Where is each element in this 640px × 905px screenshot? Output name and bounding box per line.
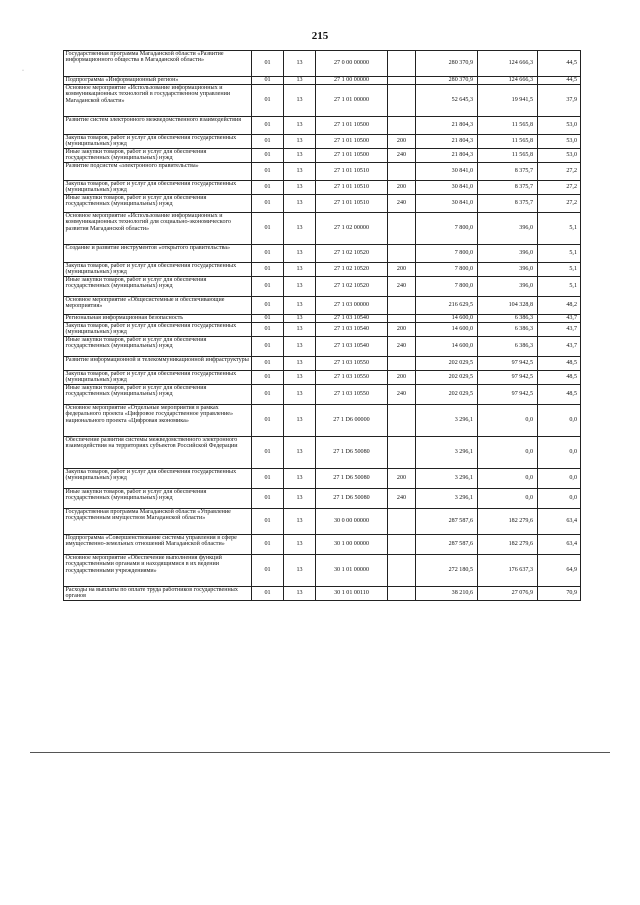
cell-expense-type: 200: [388, 181, 416, 195]
cell-name: Иные закупки товаров, работ и услуг для обеспечения государственных (муниципальных) нужд: [64, 195, 252, 213]
cell-section: 01: [252, 245, 284, 263]
cell-percent: 37,9: [538, 85, 581, 117]
cell-expense-type: [388, 85, 416, 117]
cell-percent: 64,9: [538, 555, 581, 587]
cell-section: 01: [252, 509, 284, 535]
cell-percent: 44,5: [538, 51, 581, 77]
cell-section: 01: [252, 385, 284, 405]
cell-name: Иные закупки товаров, работ и услуг для обеспечения государственных (муниципальных) нужд: [64, 277, 252, 297]
table-row: [64, 385, 581, 405]
cell-section: 01: [252, 555, 284, 587]
table-row: [64, 535, 581, 555]
cell-name: Закупка товаров, работ и услуг для обеспечения государственных (муниципальных) нужд: [64, 181, 252, 195]
cell-executed: 6 386,3: [478, 315, 538, 323]
cell-subsection: 13: [284, 587, 316, 601]
cell-expense-type: [388, 163, 416, 181]
cell-planned: 287 587,6: [416, 509, 478, 535]
cell-target-article: 30 1 01 00110: [316, 587, 388, 601]
cell-percent: 53,0: [538, 117, 581, 135]
cell-expense-type: [388, 51, 416, 77]
cell-planned: 21 804,3: [416, 149, 478, 163]
cell-name: Основное мероприятие «Обеспечение выполнения функций государственными органами и находящимися в их ведении государственными учреждениями»: [64, 555, 252, 587]
cell-expense-type: 240: [388, 149, 416, 163]
cell-expense-type: [388, 509, 416, 535]
cell-planned: 3 296,1: [416, 405, 478, 437]
table-row: [64, 315, 581, 323]
cell-planned: 280 370,9: [416, 77, 478, 85]
cell-section: 01: [252, 135, 284, 149]
cell-subsection: 13: [284, 195, 316, 213]
cell-percent: 43,7: [538, 337, 581, 357]
cell-name: Основное мероприятие «Отдельные мероприятия в рамках федерального проекта «Цифровое государственное управление» национального проекта «Цифровая экономика»: [64, 405, 252, 437]
cell-expense-type: [388, 437, 416, 469]
cell-name: Государственная программа Магаданской области «Развитие информационного общества в Магаданской области»: [64, 51, 252, 77]
cell-expense-type: [388, 77, 416, 85]
cell-expense-type: [388, 405, 416, 437]
cell-section: 01: [252, 535, 284, 555]
cell-executed: 182 279,6: [478, 509, 538, 535]
cell-expense-type: 200: [388, 323, 416, 337]
cell-planned: 272 180,5: [416, 555, 478, 587]
cell-planned: 30 841,0: [416, 195, 478, 213]
cell-executed: 176 637,3: [478, 555, 538, 587]
cell-section: 01: [252, 263, 284, 277]
cell-name: Иные закупки товаров, работ и услуг для обеспечения государственных (муниципальных) нужд: [64, 385, 252, 405]
cell-name: Иные закупки товаров, работ и услуг для обеспечения государственных (муниципальных) нужд: [64, 337, 252, 357]
table-row: [64, 135, 581, 149]
cell-section: 01: [252, 181, 284, 195]
cell-percent: 27,2: [538, 181, 581, 195]
cell-target-article: 27 1 03 00000: [316, 297, 388, 315]
cell-target-article: 27 1 03 10550: [316, 385, 388, 405]
cell-executed: 124 666,3: [478, 77, 538, 85]
cell-percent: 48,2: [538, 297, 581, 315]
cell-name: Закупка товаров, работ и услуг для обеспечения государственных (муниципальных) нужд: [64, 323, 252, 337]
cell-expense-type: 240: [388, 489, 416, 509]
cell-percent: 0,0: [538, 437, 581, 469]
table-row: [64, 245, 581, 263]
cell-subsection: 13: [284, 489, 316, 509]
cell-executed: 8 375,7: [478, 163, 538, 181]
cell-executed: 11 565,8: [478, 135, 538, 149]
cell-section: 01: [252, 149, 284, 163]
cell-name: Развитие информационной и телекоммуникационной инфраструктуры: [64, 357, 252, 371]
cell-executed: 8 375,7: [478, 195, 538, 213]
cell-percent: 5,1: [538, 213, 581, 245]
cell-subsection: 13: [284, 77, 316, 85]
cell-subsection: 13: [284, 469, 316, 489]
cell-expense-type: [388, 297, 416, 315]
cell-name: Закупка товаров, работ и услуг для обеспечения государственных (муниципальных) нужд: [64, 135, 252, 149]
cell-section: 01: [252, 371, 284, 385]
cell-percent: 70,9: [538, 587, 581, 601]
cell-percent: 63,4: [538, 535, 581, 555]
cell-section: 01: [252, 195, 284, 213]
cell-percent: 48,5: [538, 371, 581, 385]
cell-planned: 3 296,1: [416, 437, 478, 469]
cell-expense-type: [388, 117, 416, 135]
cell-expense-type: [388, 315, 416, 323]
cell-subsection: 13: [284, 163, 316, 181]
cell-name: Иные закупки товаров, работ и услуг для обеспечения государственных (муниципальных) нужд: [64, 489, 252, 509]
cell-executed: 8 375,7: [478, 181, 538, 195]
cell-target-article: 27 1 D6 50080: [316, 489, 388, 509]
cell-target-article: 27 1 02 10520: [316, 277, 388, 297]
cell-expense-type: [388, 555, 416, 587]
cell-target-article: 27 1 01 10510: [316, 163, 388, 181]
table-row: [64, 587, 581, 601]
cell-expense-type: [388, 213, 416, 245]
cell-planned: 21 804,3: [416, 135, 478, 149]
cell-section: 01: [252, 405, 284, 437]
cell-executed: 0,0: [478, 405, 538, 437]
table-row: [64, 509, 581, 535]
cell-percent: 0,0: [538, 405, 581, 437]
cell-executed: 104 328,8: [478, 297, 538, 315]
cell-planned: 3 296,1: [416, 469, 478, 489]
cell-target-article: 27 0 00 00000: [316, 51, 388, 77]
cell-target-article: 27 1 00 00000: [316, 77, 388, 85]
cell-executed: 124 666,3: [478, 51, 538, 77]
cell-target-article: 27 1 D6 50080: [316, 469, 388, 489]
cell-subsection: 13: [284, 245, 316, 263]
cell-subsection: 13: [284, 213, 316, 245]
cell-target-article: 30 1 01 00000: [316, 555, 388, 587]
cell-executed: 6 386,3: [478, 323, 538, 337]
table-row: [64, 117, 581, 135]
table-row: [64, 323, 581, 337]
cell-executed: 396,0: [478, 277, 538, 297]
cell-percent: 44,5: [538, 77, 581, 85]
cell-planned: 21 804,3: [416, 117, 478, 135]
budget-table: [63, 50, 581, 601]
cell-target-article: 27 1 02 10520: [316, 245, 388, 263]
cell-subsection: 13: [284, 263, 316, 277]
table-row: [64, 85, 581, 117]
cell-executed: 11 565,8: [478, 117, 538, 135]
cell-executed: 27 076,9: [478, 587, 538, 601]
table-row: [64, 469, 581, 489]
cell-target-article: 27 1 03 10550: [316, 357, 388, 371]
cell-planned: 280 370,9: [416, 51, 478, 77]
margin-mark: ·: [22, 68, 24, 74]
cell-subsection: 13: [284, 555, 316, 587]
cell-planned: 202 029,5: [416, 357, 478, 371]
cell-target-article: 27 1 03 10550: [316, 371, 388, 385]
cell-expense-type: [388, 357, 416, 371]
cell-percent: 53,0: [538, 149, 581, 163]
cell-executed: 396,0: [478, 213, 538, 245]
cell-percent: 48,5: [538, 357, 581, 371]
cell-section: 01: [252, 587, 284, 601]
cell-planned: 52 645,3: [416, 85, 478, 117]
cell-name: Основное мероприятие «Использование информационных и коммуникационных технологий в государственном управлении Магаданской области»: [64, 85, 252, 117]
cell-subsection: 13: [284, 297, 316, 315]
cell-planned: 7 800,0: [416, 213, 478, 245]
cell-executed: 11 565,8: [478, 149, 538, 163]
cell-percent: 63,4: [538, 509, 581, 535]
cell-expense-type: 200: [388, 371, 416, 385]
cell-expense-type: 240: [388, 337, 416, 357]
cell-subsection: 13: [284, 437, 316, 469]
cell-planned: 14 600,0: [416, 337, 478, 357]
table-row: [64, 555, 581, 587]
cell-planned: 38 210,6: [416, 587, 478, 601]
cell-percent: 5,1: [538, 263, 581, 277]
cell-section: 01: [252, 437, 284, 469]
table-row: [64, 297, 581, 315]
cell-planned: 7 800,0: [416, 263, 478, 277]
cell-expense-type: [388, 587, 416, 601]
cell-section: 01: [252, 163, 284, 181]
cell-subsection: 13: [284, 51, 316, 77]
cell-name: Развитие подсистем «электронного правительства»: [64, 163, 252, 181]
table-row: [64, 213, 581, 245]
table-row: [64, 405, 581, 437]
cell-expense-type: 240: [388, 195, 416, 213]
cell-name: Государственная программа Магаданской области «Управление государственным имуществом Магаданской области»: [64, 509, 252, 535]
cell-planned: 14 600,0: [416, 323, 478, 337]
cell-target-article: 27 1 03 10540: [316, 323, 388, 337]
cell-section: 01: [252, 277, 284, 297]
cell-target-article: 27 1 01 10500: [316, 149, 388, 163]
cell-executed: 396,0: [478, 263, 538, 277]
page-number: 215: [311, 30, 329, 42]
cell-section: 01: [252, 315, 284, 323]
cell-percent: 53,0: [538, 135, 581, 149]
cell-executed: 97 942,5: [478, 385, 538, 405]
footer-divider: [30, 752, 610, 753]
cell-planned: 202 029,5: [416, 385, 478, 405]
cell-section: 01: [252, 51, 284, 77]
cell-percent: 0,0: [538, 469, 581, 489]
cell-target-article: 30 0 00 00000: [316, 509, 388, 535]
cell-name: Иные закупки товаров, работ и услуг для обеспечения государственных (муниципальных) нужд: [64, 149, 252, 163]
cell-subsection: 13: [284, 371, 316, 385]
cell-planned: 30 841,0: [416, 163, 478, 181]
cell-section: 01: [252, 323, 284, 337]
table-row: [64, 51, 581, 77]
cell-name: Закупка товаров, работ и услуг для обеспечения государственных (муниципальных) нужд: [64, 263, 252, 277]
table-row: [64, 149, 581, 163]
table-row: [64, 437, 581, 469]
cell-subsection: 13: [284, 405, 316, 437]
cell-percent: 27,2: [538, 163, 581, 181]
cell-target-article: 27 1 01 10500: [316, 117, 388, 135]
cell-executed: 396,0: [478, 245, 538, 263]
table-row: [64, 181, 581, 195]
cell-expense-type: 200: [388, 469, 416, 489]
cell-target-article: 30 1 00 00000: [316, 535, 388, 555]
cell-name: Расходы на выплаты по оплате труда работников государственных органов: [64, 587, 252, 601]
cell-subsection: 13: [284, 337, 316, 357]
cell-planned: 287 587,6: [416, 535, 478, 555]
table-row: [64, 371, 581, 385]
cell-target-article: 27 1 02 10520: [316, 263, 388, 277]
cell-section: 01: [252, 213, 284, 245]
cell-name: Подпрограмма «Совершенствование системы управления в сфере имущественно-земельных отношений Магаданской области»: [64, 535, 252, 555]
table-row: [64, 77, 581, 85]
cell-planned: 7 800,0: [416, 277, 478, 297]
cell-section: 01: [252, 77, 284, 85]
cell-planned: 202 029,5: [416, 371, 478, 385]
cell-executed: 0,0: [478, 489, 538, 509]
cell-target-article: 27 1 D6 00000: [316, 405, 388, 437]
cell-subsection: 13: [284, 85, 316, 117]
cell-section: 01: [252, 469, 284, 489]
cell-section: 01: [252, 489, 284, 509]
cell-planned: 14 600,0: [416, 315, 478, 323]
cell-subsection: 13: [284, 181, 316, 195]
cell-planned: 7 800,0: [416, 245, 478, 263]
cell-target-article: 27 1 02 00000: [316, 213, 388, 245]
cell-percent: 5,1: [538, 245, 581, 263]
cell-planned: 216 629,5: [416, 297, 478, 315]
cell-expense-type: 240: [388, 385, 416, 405]
cell-subsection: 13: [284, 117, 316, 135]
cell-name: Основное мероприятие «Общесистемные и обеспечивающие мероприятия»: [64, 297, 252, 315]
cell-subsection: 13: [284, 385, 316, 405]
cell-executed: 182 279,6: [478, 535, 538, 555]
cell-subsection: 13: [284, 357, 316, 371]
cell-section: 01: [252, 117, 284, 135]
table-row: [64, 263, 581, 277]
cell-section: 01: [252, 297, 284, 315]
cell-percent: 43,7: [538, 315, 581, 323]
cell-executed: 0,0: [478, 469, 538, 489]
cell-expense-type: 200: [388, 263, 416, 277]
cell-expense-type: 200: [388, 135, 416, 149]
table-row: [64, 163, 581, 181]
cell-planned: 3 296,1: [416, 489, 478, 509]
cell-target-article: 27 1 01 10500: [316, 135, 388, 149]
cell-expense-type: [388, 245, 416, 263]
cell-section: 01: [252, 85, 284, 117]
cell-expense-type: [388, 535, 416, 555]
cell-section: 01: [252, 337, 284, 357]
cell-target-article: 27 1 03 10540: [316, 337, 388, 357]
table-row: [64, 357, 581, 371]
cell-executed: 97 942,5: [478, 371, 538, 385]
cell-target-article: 27 1 01 10510: [316, 181, 388, 195]
cell-name: Основное мероприятие «Использование информационных и коммуникационных технологий для социально-экономического развития Магаданской области»: [64, 213, 252, 245]
cell-subsection: 13: [284, 323, 316, 337]
table-row: [64, 489, 581, 509]
cell-name: Региональная информационная безопасность: [64, 315, 252, 323]
cell-subsection: 13: [284, 535, 316, 555]
cell-target-article: 27 1 01 10510: [316, 195, 388, 213]
cell-subsection: 13: [284, 149, 316, 163]
cell-name: Развитие систем электронного межведомственного взаимодействия: [64, 117, 252, 135]
cell-executed: 6 386,3: [478, 337, 538, 357]
cell-subsection: 13: [284, 315, 316, 323]
cell-name: Подпрограмма «Информационный регион»: [64, 77, 252, 85]
table-row: [64, 337, 581, 357]
cell-percent: 27,2: [538, 195, 581, 213]
cell-executed: 0,0: [478, 437, 538, 469]
cell-expense-type: 240: [388, 277, 416, 297]
cell-percent: 0,0: [538, 489, 581, 509]
cell-name: Закупка товаров, работ и услуг для обеспечения государственных (муниципальных) нужд: [64, 371, 252, 385]
cell-target-article: 27 1 D6 50080: [316, 437, 388, 469]
cell-executed: 97 942,5: [478, 357, 538, 371]
cell-target-article: 27 1 03 10540: [316, 315, 388, 323]
cell-name: Создание и развитие инструментов «открытого правительства»: [64, 245, 252, 263]
cell-subsection: 13: [284, 135, 316, 149]
cell-section: 01: [252, 357, 284, 371]
cell-name: Закупка товаров, работ и услуг для обеспечения государственных (муниципальных) нужд: [64, 469, 252, 489]
cell-percent: 48,5: [538, 385, 581, 405]
table-body: [64, 51, 581, 601]
cell-name: Обеспечение развития системы межведомственного электронного взаимодействия на территориях субъектов Российской Федерации: [64, 437, 252, 469]
cell-target-article: 27 1 01 00000: [316, 85, 388, 117]
cell-subsection: 13: [284, 509, 316, 535]
cell-planned: 30 841,0: [416, 181, 478, 195]
cell-percent: 43,7: [538, 323, 581, 337]
cell-subsection: 13: [284, 277, 316, 297]
cell-executed: 19 941,5: [478, 85, 538, 117]
table-row: [64, 195, 581, 213]
table-row: [64, 277, 581, 297]
cell-percent: 5,1: [538, 277, 581, 297]
